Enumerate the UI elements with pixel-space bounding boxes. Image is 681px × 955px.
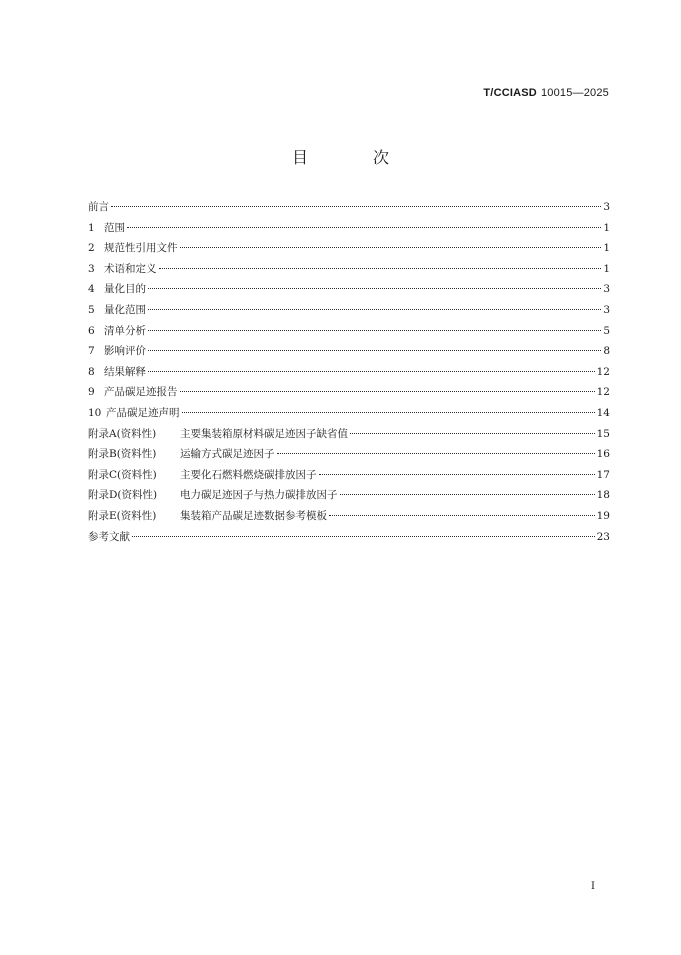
- toc-entry-title: 运输方式碳足迹因子: [180, 448, 275, 461]
- toc-entry-foreword[interactable]: [88, 200, 610, 221]
- toc-entry-number: 9: [88, 386, 95, 399]
- toc-entry-title: 规范性引用文件: [104, 242, 178, 255]
- toc-entry-number: 附录B(资料性): [88, 448, 157, 461]
- toc-entry-title: 主要化石燃料燃烧碳排放因子: [180, 468, 317, 481]
- toc-entry-10[interactable]: [88, 406, 610, 427]
- toc-entry-number: 6: [88, 324, 95, 337]
- toc-title: 目 次: [291, 148, 420, 167]
- toc-entry-title: 产品碳足迹报告: [104, 386, 178, 399]
- toc-entry-page: 1: [603, 262, 610, 275]
- page-number: I: [591, 881, 595, 892]
- toc-entry-title: 主要集装箱原材料碳足迹因子缺省值: [180, 427, 348, 440]
- toc-entry-title: 术语和定义: [104, 262, 157, 275]
- toc-entry-number: 7: [88, 345, 95, 358]
- toc-entry-4[interactable]: [88, 282, 610, 303]
- toc-entry-number: 附录D(资料性): [88, 489, 158, 502]
- toc-entry-number: 附录A(资料性): [88, 427, 157, 440]
- toc-entry-title: 产品碳足迹声明: [106, 406, 180, 419]
- toc-entry-5[interactable]: [88, 303, 610, 324]
- dot-leader: [148, 309, 601, 310]
- toc-entry-page: 18: [596, 489, 610, 502]
- toc-entry-title: 参考文献: [88, 530, 130, 543]
- dot-leader: [277, 453, 595, 454]
- toc-entry-page: 12: [596, 386, 610, 399]
- toc-entry-page: 3: [603, 201, 610, 213]
- toc-entry-number: 1: [88, 221, 95, 234]
- dot-leader: [350, 433, 595, 434]
- toc-entry-title: 范围: [104, 221, 125, 234]
- dot-leader: [182, 412, 595, 413]
- table-of-contents: [88, 200, 610, 550]
- toc-entry-1[interactable]: [88, 221, 610, 242]
- dot-leader: [319, 474, 595, 475]
- toc-entry-bibliography[interactable]: [88, 530, 610, 551]
- toc-entry-number: 5: [88, 303, 95, 316]
- standard-number: 10015—2025: [540, 87, 609, 99]
- toc-entry-title: 清单分析: [104, 324, 146, 337]
- toc-entry-annex-c[interactable]: [88, 468, 610, 489]
- toc-entry-number: 附录C(资料性): [88, 468, 157, 481]
- standard-code-prefix: T/CCIASD: [483, 87, 537, 99]
- toc-entry-number: 2: [88, 242, 95, 255]
- dot-leader: [329, 515, 595, 516]
- toc-entry-page: 3: [603, 303, 610, 316]
- toc-entry-title: 前言: [88, 201, 109, 213]
- toc-entry-page: 15: [596, 427, 610, 440]
- toc-entry-title: 电力碳足迹因子与热力碳排放因子: [180, 489, 338, 502]
- dot-leader: [132, 536, 595, 537]
- toc-entry-page: 5: [603, 324, 610, 337]
- toc-entry-page: 1: [603, 221, 610, 234]
- toc-entry-title: 影响评价: [104, 345, 146, 358]
- dot-leader: [148, 350, 601, 351]
- toc-entry-annex-a[interactable]: [88, 427, 610, 448]
- dot-leader: [148, 371, 595, 372]
- dot-leader: [127, 227, 601, 228]
- toc-entry-page: 14: [596, 406, 610, 419]
- dot-leader: [148, 288, 601, 289]
- toc-entry-annex-d[interactable]: [88, 488, 610, 509]
- toc-entry-title: 量化范围: [104, 303, 146, 316]
- toc-entry-page: 8: [603, 345, 610, 358]
- toc-entry-page: 16: [596, 448, 610, 461]
- toc-entry-number: 4: [88, 283, 95, 296]
- toc-entry-3[interactable]: [88, 262, 610, 283]
- standard-code: [483, 87, 609, 99]
- toc-entry-annex-e[interactable]: [88, 509, 610, 530]
- toc-entry-page: 19: [596, 509, 610, 522]
- toc-entry-page: 3: [603, 283, 610, 296]
- toc-entry-page: 23: [596, 530, 610, 543]
- toc-entry-number: 10: [88, 406, 102, 419]
- dot-leader: [180, 247, 602, 248]
- dot-leader: [159, 268, 602, 269]
- toc-entry-7[interactable]: [88, 344, 610, 365]
- toc-entry-page: 17: [596, 468, 610, 481]
- toc-entry-6[interactable]: [88, 324, 610, 345]
- toc-entry-2[interactable]: [88, 241, 610, 262]
- toc-entry-number: 附录E(资料性): [88, 509, 157, 522]
- toc-entry-8[interactable]: [88, 365, 610, 386]
- toc-entry-title: 结果解释: [104, 365, 146, 378]
- toc-entry-page: 1: [603, 242, 610, 255]
- toc-entry-number: 8: [88, 365, 95, 378]
- dot-leader: [148, 330, 601, 331]
- dot-leader: [340, 494, 595, 495]
- dot-leader: [180, 391, 595, 392]
- toc-entry-title: 集装箱产品碳足迹数据参考模板: [180, 509, 327, 522]
- toc-entry-page: 12: [596, 365, 610, 378]
- toc-entry-title: 量化目的: [104, 283, 146, 296]
- toc-entry-9[interactable]: [88, 385, 610, 406]
- toc-entry-annex-b[interactable]: [88, 447, 610, 468]
- toc-entry-number: 3: [88, 262, 95, 275]
- dot-leader: [111, 206, 601, 207]
